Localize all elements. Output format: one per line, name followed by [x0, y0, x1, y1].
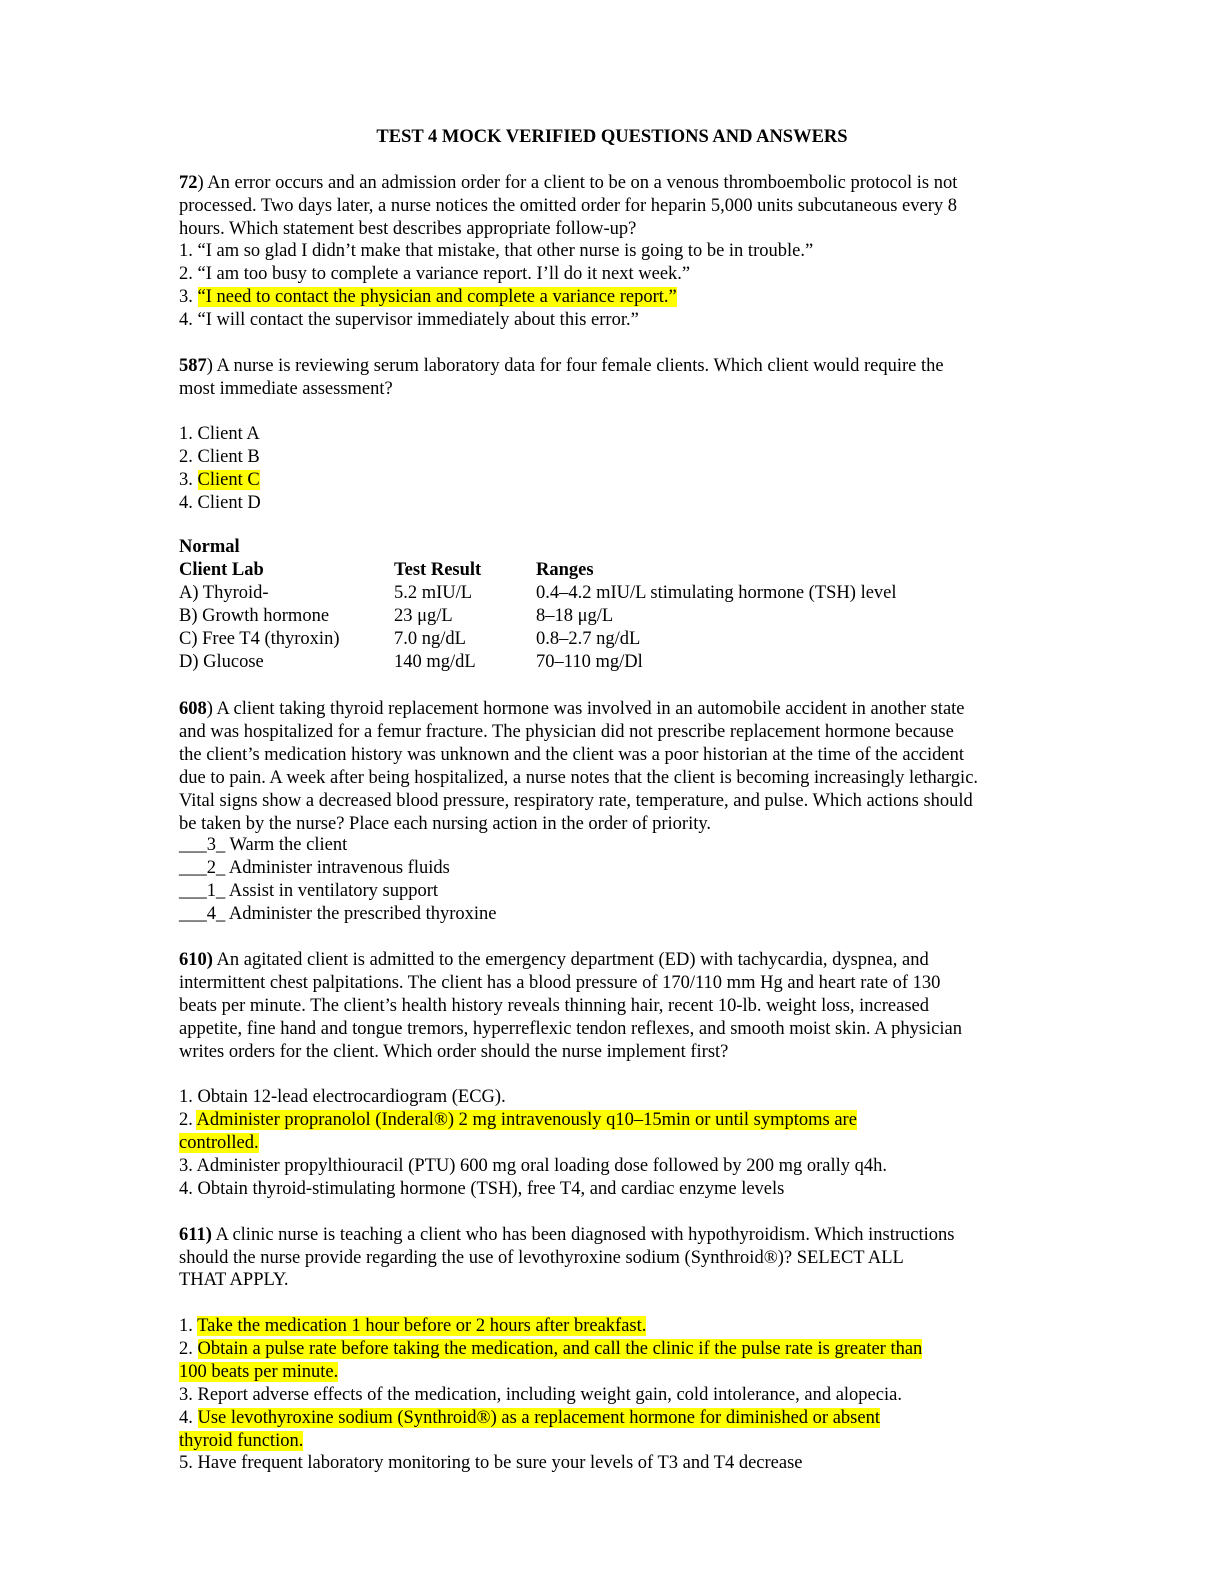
lab-row-b-result: 23 μg/L: [394, 606, 453, 626]
q610-option-1: 1. Obtain 12-lead electrocardiogram (ECG).: [179, 1087, 506, 1107]
q610-option-2-correct: 2. Administer propranolol (Inderal®) 2 mg intravenously q10–15min or until symptoms are: [179, 1110, 857, 1130]
lab-row-a-lab: A) Thyroid-: [179, 583, 269, 603]
q608-stem-line-6: be taken by the nurse? Place each nursing action in the order of priority.: [179, 814, 712, 834]
q611-option-5: 5. Have frequent laboratory monitoring to be sure your levels of T3 and T4 decrease: [179, 1453, 803, 1473]
q610-option-2-continued: controlled.: [179, 1133, 259, 1153]
q608-action-2: ___2_ Administer intravenous fluids: [179, 858, 450, 878]
lab-table-header-client-lab: Client Lab: [179, 560, 264, 580]
lab-row-b-range: 8–18 μg/L: [536, 606, 614, 626]
q608-stem-line-1: 608) A client taking thyroid replacement hormone was involved in an automobile accident in another state: [179, 699, 965, 719]
q72-option-2: 2. “I am too busy to complete a variance report. I’ll do it next week.”: [179, 264, 691, 284]
q72-option-4: 4. “I will contact the supervisor immediately about this error.”: [179, 310, 639, 330]
page-title: TEST 4 MOCK VERIFIED QUESTIONS AND ANSWERS: [376, 127, 848, 147]
lab-row-d-result: 140 mg/dL: [394, 652, 476, 672]
lab-row-c-result: 7.0 ng/dL: [394, 629, 466, 649]
q608-stem-line-5: Vital signs show a decreased blood pressure, respiratory rate, temperature, and pulse. Which actions should: [179, 791, 973, 811]
q611-stem-line-1: 611) A clinic nurse is teaching a client who has been diagnosed with hypothyroidism. Which instructions: [179, 1225, 955, 1245]
q608-stem-line-4: due to pain. A week after being hospitalized, a nurse notes that the client is becoming increasingly lethargic.: [179, 768, 979, 788]
q611-number: 611): [179, 1225, 212, 1245]
q72-stem-line-3: hours. Which statement best describes appropriate follow-up?: [179, 219, 637, 239]
q608-action-4: ___4_ Administer the prescribed thyroxine: [179, 904, 497, 924]
q608-number: 608: [179, 699, 207, 719]
q587-option-4: 4. Client D: [179, 493, 261, 513]
q611-option-3: 3. Report adverse effects of the medication, including weight gain, cold intolerance, and alopecia.: [179, 1385, 902, 1405]
lab-row-c-range: 0.8–2.7 ng/dL: [536, 629, 641, 649]
q610-stem-line-2: intermittent chest palpitations. The client has a blood pressure of 170/110 mm Hg and heart rate of 130: [179, 973, 941, 993]
q72-stem-line-1: 72) An error occurs and an admission order for a client to be on a venous thromboembolic protocol is not: [179, 173, 958, 193]
q608-action-3: ___1_ Assist in ventilatory support: [179, 881, 438, 901]
q608-action-1: ___3_ Warm the client: [179, 835, 348, 855]
q72-number: 72: [179, 173, 198, 193]
q587-option-2: 2. Client B: [179, 447, 260, 467]
q611-option-2-continued: 100 beats per minute.: [179, 1362, 339, 1382]
q587-stem-line-1: 587) A nurse is reviewing serum laboratory data for four female clients. Which client would require the: [179, 356, 944, 376]
lab-row-a-range: 0.4–4.2 mIU/L stimulating hormone (TSH) level: [536, 583, 897, 603]
q610-stem-line-3: beats per minute. The client’s health history reveals thinning hair, recent 10-lb. weight loss, increased: [179, 996, 930, 1016]
q587-number: 587: [179, 356, 207, 376]
q611-option-4-correct: 4. Use levothyroxine sodium (Synthroid®) as a replacement hormone for diminished or absent: [179, 1408, 880, 1428]
q608-stem-line-3: the client’s medication history was unknown and the client was a poor historian at the time of the accident: [179, 745, 965, 765]
q608-stem-line-2: and was hospitalized for a femur fracture. The physician did not prescribe replacement hormone because: [179, 722, 954, 742]
q611-option-4-continued: thyroid function.: [179, 1431, 304, 1451]
lab-row-d-lab: D) Glucose: [179, 652, 264, 672]
q610-option-3: 3. Administer propylthiouracil (PTU) 600 mg oral loading dose followed by 200 mg orally q4h.: [179, 1156, 888, 1176]
lab-table-header-test-result: Test Result: [394, 560, 482, 580]
q610-stem-line-1: 610) An agitated client is admitted to the emergency department (ED) with tachycardia, dyspnea, and: [179, 950, 929, 970]
lab-table-header-ranges: Ranges: [536, 560, 594, 580]
q611-option-2-correct: 2. Obtain a pulse rate before taking the medication, and call the clinic if the pulse rate is greater than: [179, 1339, 923, 1359]
q610-stem-line-5: writes orders for the client. Which order should the nurse implement first?: [179, 1042, 729, 1062]
q587-option-3-correct: 3. Client C: [179, 470, 260, 490]
q611-stem-line-2: should the nurse provide regarding the use of levothyroxine sodium (Synthroid®)? SELECT ALL: [179, 1248, 904, 1268]
q610-stem-line-4: appetite, fine hand and tongue tremors, hyperreflexic tendon reflexes, and smooth moist skin. A physician: [179, 1019, 962, 1039]
q611-option-1-correct: 1. Take the medication 1 hour before or 2 hours after breakfast.: [179, 1316, 647, 1336]
lab-row-c-lab: C) Free T4 (thyroxin): [179, 629, 340, 649]
q611-stem-line-3: THAT APPLY.: [179, 1270, 289, 1290]
q587-option-1: 1. Client A: [179, 424, 260, 444]
lab-row-b-lab: B) Growth hormone: [179, 606, 330, 626]
q587-stem-line-2: most immediate assessment?: [179, 379, 393, 399]
lab-row-d-range: 70–110 mg/Dl: [536, 652, 643, 672]
q610-option-4: 4. Obtain thyroid-stimulating hormone (TSH), free T4, and cardiac enzyme levels: [179, 1179, 785, 1199]
q72-option-1: 1. “I am so glad I didn’t make that mistake, that other nurse is going to be in trouble.”: [179, 241, 814, 261]
lab-table-header-normal: Normal: [179, 537, 240, 557]
q72-option-3-correct: 3. “I need to contact the physician and complete a variance report.”: [179, 287, 677, 307]
q610-number: 610): [179, 950, 213, 970]
lab-row-a-result: 5.2 mIU/L: [394, 583, 473, 603]
q72-stem-line-2: processed. Two days later, a nurse notices the omitted order for heparin 5,000 units subcutaneous every 8: [179, 196, 958, 216]
